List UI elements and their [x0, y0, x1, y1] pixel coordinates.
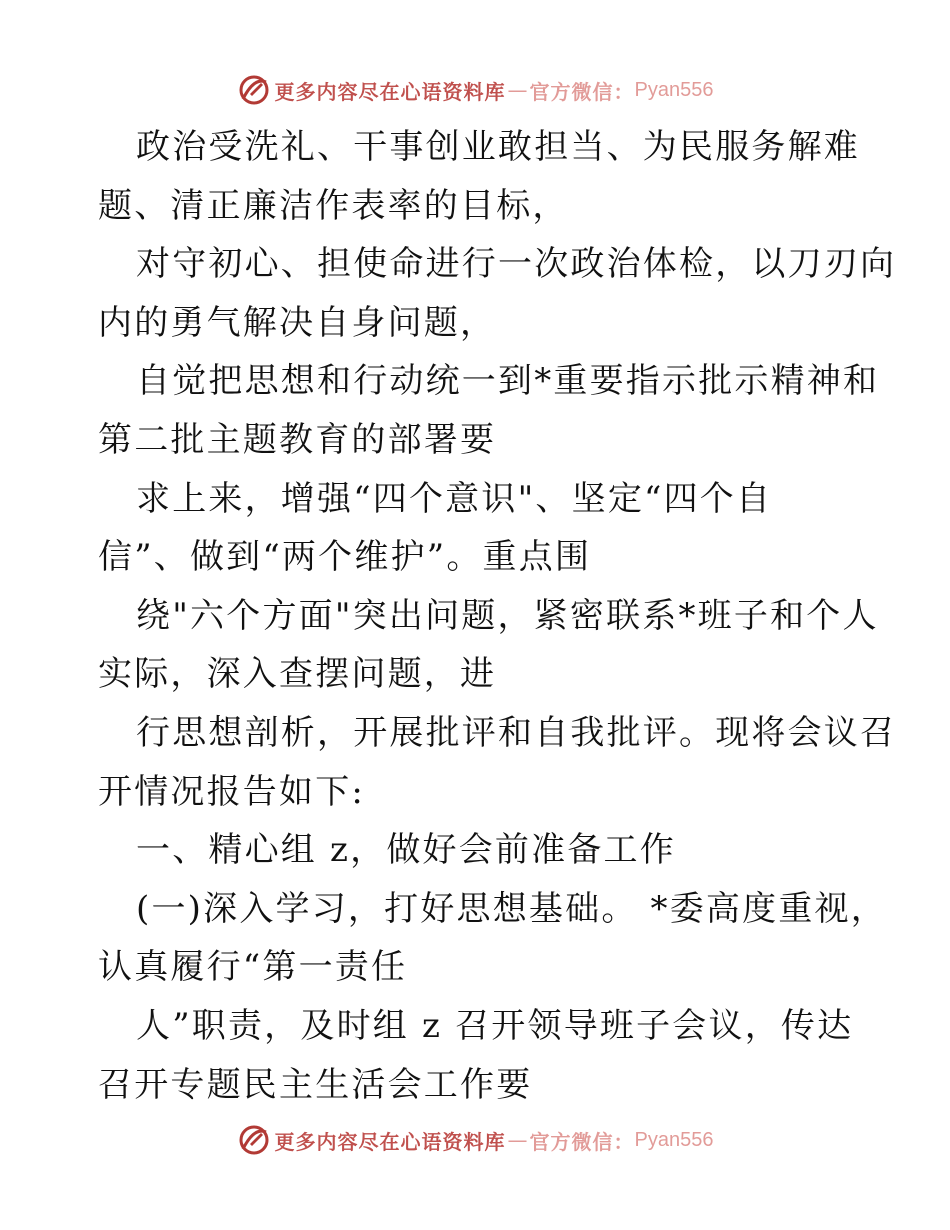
- body-line: 内的勇气解决自身问题，: [98, 302, 497, 343]
- body-line: 绕"六个方面"突出问题，紧密联系*班子和个人: [136, 595, 879, 636]
- body-line: 实际，深入查摆问题，进: [98, 654, 497, 695]
- pen-nib-swirl-icon: [237, 73, 271, 107]
- body-line: 行思想剖析，开展批评和自我批评。现将会议召: [136, 712, 897, 753]
- watermark-text: 更多内容尽在心语资料库: [274, 79, 506, 104]
- subsection-heading: (一)深入学习，打好思想基础。 *委高度重视，: [136, 888, 887, 929]
- section-heading: 一、精心组 z，做好会前准备工作: [136, 830, 676, 871]
- body-line: 认真履行“第一责任: [98, 947, 408, 988]
- body-line: 自觉把思想和行动统一到*重要指示批示精神和: [136, 361, 880, 402]
- watermark-label: 官方微信：: [529, 79, 635, 104]
- body-line: 政治受洗礼、干事创业敢担当、为民服务解难: [136, 127, 860, 167]
- body-line: 人”职责，及时组 z 召开领导班子会议，传达: [136, 1005, 854, 1046]
- pen-nib-swirl-icon: [237, 1123, 271, 1157]
- footer-watermark: [0, 1120, 950, 1160]
- body-line: 信”、做到“两个维护”。重点围: [98, 537, 592, 578]
- watermark-dash: —: [507, 78, 528, 102]
- body-line: 对守初心、担使命进行一次政治体检，以刀刃向: [136, 244, 897, 285]
- body-line: 开情况报告如下:: [98, 771, 366, 812]
- watermark-id: Pyan556: [634, 78, 714, 101]
- body-line: 召开专题民主生活会工作要: [98, 1064, 533, 1105]
- body-line: 求上来，增强“四个意识"、坚定“四个自: [136, 478, 773, 519]
- header-watermark: [0, 70, 950, 110]
- body-line: 题、清正廉洁作表率的目标，: [98, 185, 569, 226]
- document-body: [98, 118, 918, 1114]
- watermark-dash: —: [507, 1128, 528, 1152]
- watermark-label: 官方微信：: [529, 1129, 635, 1154]
- watermark-text: 更多内容尽在心语资料库: [274, 1129, 506, 1154]
- watermark-id: Pyan556: [634, 1128, 714, 1151]
- body-line: 第二批主题教育的部署要: [98, 419, 497, 460]
